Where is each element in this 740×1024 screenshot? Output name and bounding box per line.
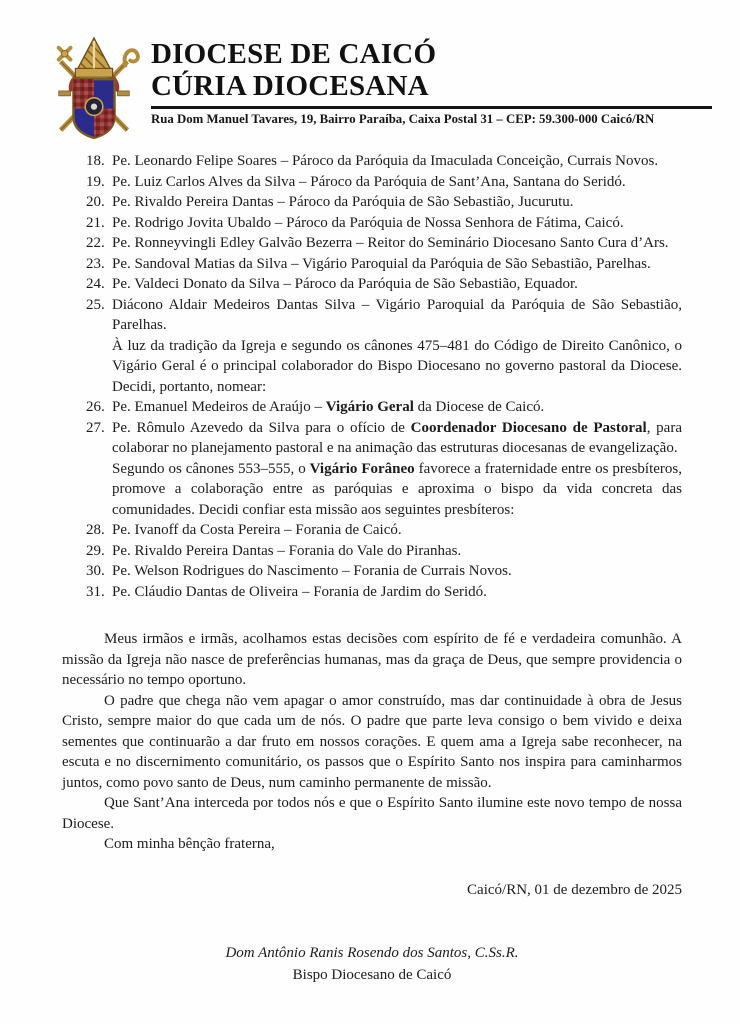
- list-item-text: Pe. Rômulo Azevedo da Silva para o ofício de Coordenador Diocesano de Pastoral, para colaborar no planejamento pastoral e na animação das estruturas diocesanas de evangelização.: [112, 419, 682, 456]
- letter-body: [62, 151, 682, 986]
- list-item: [62, 541, 682, 562]
- list-item: [62, 213, 682, 234]
- list-item: [62, 418, 682, 459]
- list-item: [62, 274, 682, 295]
- list-item-number: 20.: [86, 194, 105, 210]
- list-item-text: Pe. Valdeci Donato da Silva – Pároco da Paróquia de São Sebastião, Equador.: [112, 276, 578, 292]
- list-item-number: 27.: [86, 419, 105, 436]
- diocese-coat-of-arms-icon: [45, 36, 143, 140]
- list-item-text: Pe. Rodrigo Jovita Ubaldo – Pároco da Paróquia de Nossa Senhora de Fátima, Caicó.: [112, 214, 624, 231]
- list-item: [62, 561, 682, 582]
- signature-name: Dom Antônio Ranis Rosendo dos Santos, C.Ss.R.: [225, 945, 519, 961]
- list-item: [62, 295, 682, 336]
- org-address: Rua Dom Manuel Tavares, 19, Bairro Paraíba, Caixa Postal 31 – CEP: 59.300-000 Caicó/RN: [151, 112, 655, 126]
- list-item: [62, 192, 682, 213]
- list-item-text: Pe. Leonardo Felipe Soares – Pároco da Paróquia da Imaculada Conceição, Currais Novos.: [112, 153, 659, 169]
- signature-block: [62, 942, 682, 986]
- list-item-text: Pe. Ivanoff da Costa Pereira – Forania de Caicó.: [112, 522, 402, 538]
- list-item: [62, 233, 682, 254]
- list-item: [62, 397, 682, 418]
- list-paragraph: À luz da tradição da Igreja e segundo os cânones 475–481 do Código de Direito Canônico, o Vigário Geral é o principal colaborador do Bispo Diocesano no governo pastoral da Diocese. Decidi, portanto, nomear:: [112, 337, 682, 395]
- org-subtitle: CÚRIA DIOCESANA: [151, 70, 429, 102]
- list-item-text: Diácono Aldair Medeiros Dantas Silva – Vigário Paroquial da Paróquia de São Sebastião, Parelhas.: [112, 296, 682, 333]
- list-item: [62, 151, 682, 172]
- body-blocks: [62, 151, 682, 602]
- letterhead-text: [151, 36, 712, 127]
- list-item-number: 29.: [86, 542, 105, 559]
- closing-paragraph: Que Sant’Ana interceda por todos nós e que o Espírito Santo ilumine este novo tempo de nossa Diocese.: [62, 795, 682, 832]
- closing-paragraph: O padre que chega não vem apagar o amor construído, mas dar continuidade à obra de Jesus Cristo, sempre maior do que cada um de nós. O padre que parte leva consigo o bem vivido e deixa sementes que continuarão a dar fruto em nossos corações. E quem ama a Igreja sabe reconhecer, na escuta e no discernimento comunitário, os passos que o Espírito Santo nos inspira para caminharmos juntos, como povo santo de Deus, num caminho permanente de missão.: [62, 692, 682, 791]
- org-title: DIOCESE DE CAICÓ: [151, 38, 437, 70]
- list-item: [62, 172, 682, 193]
- list-item-text: Pe. Rivaldo Pereira Dantas – Pároco da Paróquia de São Sebastião, Jucurutu.: [112, 194, 574, 210]
- list-item-text: Pe. Luiz Carlos Alves da Silva – Pároco da Paróquia de Sant’Ana, Santana do Seridó.: [112, 173, 626, 190]
- list-item-number: 19.: [86, 173, 105, 190]
- list-item-number: 23.: [86, 255, 105, 272]
- list-item-text: Pe. Sandoval Matias da Silva – Vigário Paroquial da Paróquia de São Sebastião, Parelhas.: [112, 255, 651, 272]
- list-item-number: 25.: [86, 296, 105, 313]
- list-item-number: 31.: [86, 583, 105, 600]
- list-item: [62, 254, 682, 275]
- letterhead: [0, 0, 740, 140]
- list-item: [62, 582, 682, 603]
- list-item-number: 22.: [86, 235, 105, 251]
- list-item-text: Pe. Emanuel Medeiros de Araújo – Vigário Geral da Diocese de Caicó.: [112, 399, 545, 415]
- list-item-text: Pe. Rivaldo Pereira Dantas – Forania do Vale do Piranhas.: [112, 542, 462, 559]
- list-item-number: 28.: [86, 522, 105, 538]
- list-item-text: Pe. Cláudio Dantas de Oliveira – Forania de Jardim do Seridó.: [112, 583, 487, 600]
- list-item: [62, 520, 682, 541]
- list-item-text: Pe. Ronneyvingli Edley Galvão Bezerra – Reitor do Seminário Diocesano Santo Cura d’Ars.: [112, 235, 669, 251]
- list-item-number: 30.: [86, 563, 105, 579]
- list-item-number: 26.: [86, 399, 105, 415]
- header-rule: [151, 106, 712, 109]
- closing-paragraph: Meus irmãos e irmãs, acolhamos estas decisões com espírito de fé e verdadeira comunhão. A missão da Igreja não nasce de preferências humanas, mas da graça de Deus, que sempre providencia o necessário no tempo oportuno.: [62, 631, 682, 688]
- list-item-number: 21.: [86, 214, 105, 231]
- closing-paragraph: Com minha bênção fraterna,: [104, 836, 275, 852]
- closing-paragraphs: [62, 629, 682, 855]
- date-line: Caicó/RN, 01 de dezembro de 2025: [467, 881, 682, 898]
- list-item-number: 18.: [86, 153, 105, 169]
- list-item-number: 24.: [86, 276, 105, 292]
- list-item-text: Pe. Welson Rodrigues do Nascimento – Forania de Currais Novos.: [112, 563, 512, 579]
- list-paragraph: Segundo os cânones 553–555, o Vigário Forâneo favorece a fraternidade entre os presbíteros, promove a colaboração entre as paróquias e aproxima o bispo da vida concreta das comunidades. Decidi confiar esta missão aos seguintes presbíteros:: [112, 460, 682, 518]
- signature-title: Bispo Diocesano de Caicó: [292, 967, 452, 983]
